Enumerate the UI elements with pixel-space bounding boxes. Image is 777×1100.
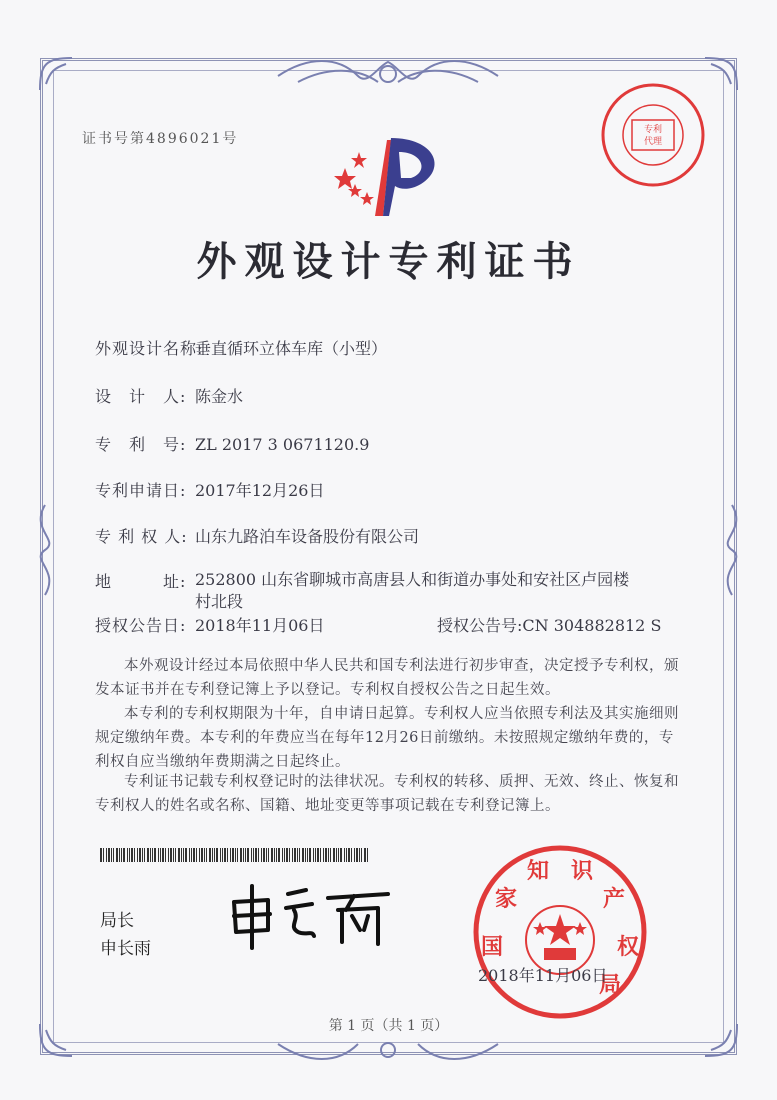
svg-text:家: 家 (494, 887, 518, 912)
barcode-bar (245, 848, 246, 862)
barcode (100, 848, 370, 862)
right-ornament (717, 500, 747, 600)
barcode-bar (313, 848, 314, 862)
barcode-bar (108, 848, 110, 862)
paragraph-legal-status: 专利证书记载专利权登记时的法律状况。专利权的转移、质押、无效、终止、恢复和专利权人的姓名或名称、国籍、地址变更等事项记载在专利登记簿上。 (95, 774, 679, 814)
barcode-bar (147, 848, 149, 862)
design-name-label: 外观设计名称: (95, 339, 204, 358)
barcode-bar (103, 848, 104, 862)
announce-number-row (437, 613, 661, 636)
address-value: 252800 山东省聊城市高唐县人和街道办事处和安社区卢园楼村北段 (195, 570, 630, 611)
barcode-bar (134, 848, 135, 862)
barcode-bar (227, 848, 228, 862)
barcode-bar (307, 848, 308, 862)
barcode-bar (247, 848, 249, 862)
barcode-bar (113, 848, 114, 862)
paragraph-term: 本专利的专利权期限为十年，自申请日起算。专利权人应当依照专利法及其实施细则规定缴纳年费。本专利的年费应当在每年12月26日前缴纳。未按照规定缴纳年费的，专利权自应当缴纳年费期满之日起终止。 (95, 706, 679, 770)
top-ornament (268, 56, 508, 92)
barcode-bar (150, 848, 151, 862)
patent-number-label: 专 利 号: (95, 435, 187, 454)
barcode-bar (224, 848, 226, 862)
barcode-bar (237, 848, 238, 862)
barcode-bar (196, 848, 197, 862)
national-ipa-seal (470, 842, 650, 1022)
barcode-bar (173, 848, 174, 862)
barcode-bar (119, 848, 120, 862)
barcode-bar (286, 848, 288, 862)
barcode-bar (189, 848, 190, 862)
page-number: 第 1 页（共 1 页） (328, 1018, 449, 1034)
barcode-bar (294, 848, 296, 862)
barcode-bar (168, 848, 169, 862)
svg-text:权: 权 (616, 935, 640, 960)
barcode-bar (111, 848, 112, 862)
barcode-bar (106, 848, 107, 862)
svg-text:国: 国 (480, 935, 504, 960)
designer-label: 设 计 人: (95, 387, 187, 406)
svg-text:局: 局 (598, 973, 622, 998)
design-name-value: 垂直循环立体车库（小型） (195, 339, 388, 358)
director-title: 局长 (100, 911, 134, 931)
filing-date-label: 专利申请日: (95, 481, 187, 500)
barcode-bar (152, 848, 153, 862)
barcode-bar (325, 848, 327, 862)
barcode-bar (170, 848, 172, 862)
announce-number-label: 授权公告号: (437, 616, 523, 635)
announce-date-value: 2018年11月06日 (195, 616, 325, 635)
barcode-bar (323, 848, 324, 862)
barcode-bar (139, 848, 141, 862)
barcode-bar (243, 848, 244, 862)
filing-date-value: 2017年12月26日 (195, 481, 325, 500)
barcode-bar (315, 848, 316, 862)
barcode-bar (175, 848, 176, 862)
barcode-bar (144, 848, 145, 862)
barcode-bar (271, 848, 273, 862)
svg-text:专利: 专利 (643, 125, 663, 135)
barcode-bar (240, 848, 242, 862)
barcode-bar (158, 848, 159, 862)
barcode-bar (344, 848, 345, 862)
barcode-bar (302, 848, 304, 862)
patentee-row (95, 524, 419, 547)
barcode-bar (214, 848, 215, 862)
barcode-bar (204, 848, 205, 862)
certificate-number: 证书号第4896021号 (82, 131, 239, 147)
barcode-bar (340, 848, 342, 862)
barcode-bar (251, 848, 252, 862)
barcode-bar (278, 848, 280, 862)
barcode-bar (258, 848, 259, 862)
svg-text:产: 产 (602, 887, 626, 912)
barcode-bar (121, 848, 122, 862)
barcode-bar (127, 848, 128, 862)
director-signature (228, 880, 398, 952)
designer-row (95, 384, 243, 407)
barcode-bar (333, 848, 335, 862)
barcode-bar (165, 848, 166, 862)
barcode-bar (154, 848, 156, 862)
svg-text:代理: 代理 (643, 137, 663, 147)
barcode-bar (142, 848, 143, 862)
barcode-bar (276, 848, 277, 862)
left-ornament (30, 500, 60, 600)
barcode-bar (193, 848, 195, 862)
barcode-bar (336, 848, 337, 862)
svg-text:知: 知 (526, 859, 550, 884)
corner-ornament-tl (36, 54, 76, 94)
barcode-bar (263, 848, 265, 862)
barcode-bar (201, 848, 203, 862)
barcode-bar (191, 848, 192, 862)
barcode-bar (129, 848, 130, 862)
barcode-bar (181, 848, 182, 862)
barcode-bar (354, 848, 355, 862)
announce-date-row (95, 613, 324, 636)
barcode-bar (232, 848, 234, 862)
barcode-bar (160, 848, 161, 862)
patent-number-row (95, 432, 369, 455)
barcode-bar (185, 848, 187, 862)
barcode-bar (216, 848, 218, 862)
barcode-bar (364, 848, 366, 862)
barcode-bar (328, 848, 329, 862)
designer-value: 陈金水 (195, 387, 244, 406)
barcode-bar (131, 848, 133, 862)
filing-date-row (95, 478, 324, 501)
barcode-bar (235, 848, 236, 862)
barcode-bar (183, 848, 184, 862)
barcode-bar (309, 848, 311, 862)
barcode-bar (361, 848, 362, 862)
barcode-bar (284, 848, 285, 862)
address-row (95, 569, 635, 613)
announce-date-label: 授权公告日: (95, 616, 187, 635)
bottom-ornament (268, 1036, 508, 1064)
barcode-bar (206, 848, 207, 862)
patent-office-logo-icon (325, 128, 455, 223)
patent-number-value: ZL 2017 3 0671120.9 (195, 435, 370, 454)
patentee-label: 专 利 权 人: (95, 527, 188, 546)
barcode-bar (346, 848, 347, 862)
barcode-bar (100, 848, 102, 862)
barcode-bar (305, 848, 306, 862)
barcode-bar (199, 848, 200, 862)
barcode-bar (292, 848, 293, 862)
barcode-bar (299, 848, 300, 862)
barcode-bar (289, 848, 290, 862)
barcode-bar (222, 848, 223, 862)
barcode-bar (255, 848, 257, 862)
barcode-bar (282, 848, 283, 862)
barcode-bar (356, 848, 358, 862)
barcode-bar (261, 848, 262, 862)
issue-date: 2018年11月06日 (478, 966, 608, 985)
barcode-bar (230, 848, 231, 862)
barcode-bar (330, 848, 331, 862)
barcode-bar (338, 848, 339, 862)
barcode-bar (348, 848, 350, 862)
certificate-title: 外观设计专利证书 (196, 238, 581, 285)
director-name: 申长雨 (100, 939, 151, 959)
barcode-bar (367, 848, 368, 862)
design-name-row (95, 336, 387, 359)
barcode-bar (274, 848, 275, 862)
barcode-bar (137, 848, 138, 862)
barcode-bar (220, 848, 221, 862)
barcode-bar (209, 848, 211, 862)
barcode-bar (320, 848, 321, 862)
barcode-bar (178, 848, 180, 862)
barcode-bar (268, 848, 269, 862)
announce-number-value: CN 304882812 S (522, 616, 662, 635)
barcode-bar (297, 848, 298, 862)
barcode-bar (351, 848, 352, 862)
address-label: 地 址: (95, 572, 187, 591)
agency-seal (598, 80, 708, 190)
paragraph-grant: 本外观设计经过本局依照中华人民共和国专利法进行初步审查，决定授予专利权，颁发本证书并在专利登记簿上予以登记。专利权自授权公告之日起生效。 (95, 658, 679, 698)
barcode-bar (253, 848, 254, 862)
barcode-bar (123, 848, 125, 862)
patentee-value: 山东九路泊车设备股份有限公司 (195, 527, 420, 546)
barcode-bar (359, 848, 360, 862)
barcode-bar (266, 848, 267, 862)
barcode-bar (212, 848, 213, 862)
svg-text:识: 识 (570, 859, 594, 884)
barcode-bar (317, 848, 319, 862)
barcode-bar (162, 848, 164, 862)
barcode-bar (116, 848, 118, 862)
